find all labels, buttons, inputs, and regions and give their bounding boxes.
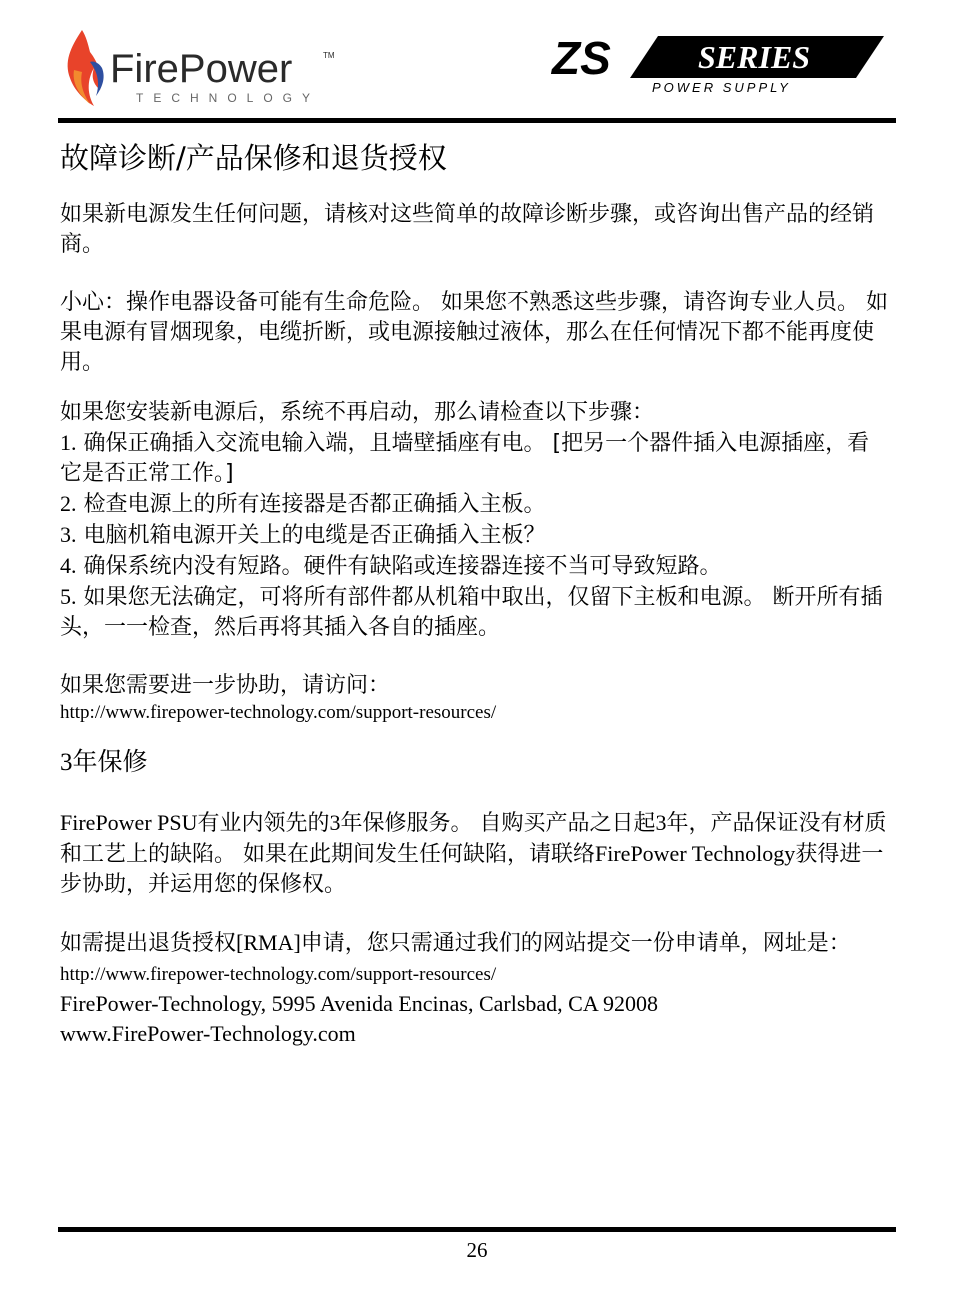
company-address: FirePower-Technology, 5995 Avenida Encinas, Carlsbad, CA 92008 bbox=[60, 991, 659, 1016]
section-title-troubleshooting: 故障诊断/产品保修和退货授权 bbox=[60, 141, 447, 175]
rma-url-link[interactable]: http://www.firepower-technology.com/support-resources/ bbox=[60, 964, 497, 985]
intro-paragraph: 如果新电源发生任何问题，请核对这些简单的故障诊断步骤，或咨询出售产品的经销商。 bbox=[60, 202, 875, 257]
step-item: 3. 电脑机箱电源开关上的电缆是否正确插入主板？ bbox=[60, 522, 546, 548]
svg-text:FirePower: FirePower bbox=[110, 47, 293, 91]
step-item: 4. 确保系统内没有短路。硬件有缺陷或连接器连接不当可导致短路。 bbox=[60, 553, 722, 579]
caution-paragraph: 小心：操作电器设备可能有生命危险。 如果您不熟悉这些步骤，请咨询专业人员。 如果电源有冒烟现象，电缆折断，或电源接触过液体，那么在任何情况下都不能再度使用。 bbox=[60, 290, 888, 375]
warranty-paragraph: FirePower PSU有业内领先的3年保修服务。 自购买产品之日起3年，产品保证没有材质和工艺上的缺陷。 如果在此期间发生任何缺陷，请联络FirePower Technology获得进一步协助，并运用您的保修权。 bbox=[60, 810, 887, 897]
troubleshooting-steps bbox=[60, 428, 890, 643]
top-divider bbox=[58, 118, 896, 123]
help-text: 如果您需要进一步协助，请访问： bbox=[60, 673, 391, 698]
svg-text:SERIES: SERIES bbox=[698, 39, 811, 75]
bottom-divider bbox=[58, 1227, 896, 1232]
support-url-link[interactable]: http://www.firepower-technology.com/support-resources/ bbox=[60, 702, 497, 723]
step-item: 5. 如果您无法确定，可将所有部件都从机箱中取出，仅留下主板和电源。 断开所有插头，一一检查，然后再将其插入各自的插座。 bbox=[60, 584, 883, 640]
page-number: 26 bbox=[466, 1238, 488, 1262]
firepower-logo bbox=[60, 26, 350, 110]
zs-series-logo bbox=[548, 34, 888, 96]
step-item: 1. 确保正确插入交流电输入端，且墙壁插座有电。 [把另一个器件插入电源插座，看它是否正常工作。] bbox=[60, 430, 870, 486]
check-intro: 如果您安装新电源后，系统不再启动，那么请检查以下步骤： bbox=[60, 400, 655, 425]
svg-text:ZS: ZS bbox=[552, 34, 611, 84]
svg-text:POWER SUPPLY: POWER SUPPLY bbox=[652, 80, 791, 95]
svg-text:TECHNOLOGY: TECHNOLOGY bbox=[136, 91, 321, 105]
section-title-warranty: 3年保修 bbox=[60, 747, 148, 776]
company-website[interactable]: www.FirePower-Technology.com bbox=[60, 1021, 356, 1046]
step-item: 2. 检查电源上的所有连接器是否都正确插入主板。 bbox=[60, 491, 546, 517]
rma-paragraph: 如需提出退货授权[RMA]申请，您只需通过我们的网站提交一份申请单，网址是： http://www.firepower-technology.com/support-resources/ bbox=[60, 930, 851, 985]
page-content bbox=[60, 138, 890, 1049]
page-header bbox=[0, 0, 954, 120]
svg-text:TM: TM bbox=[323, 51, 335, 60]
